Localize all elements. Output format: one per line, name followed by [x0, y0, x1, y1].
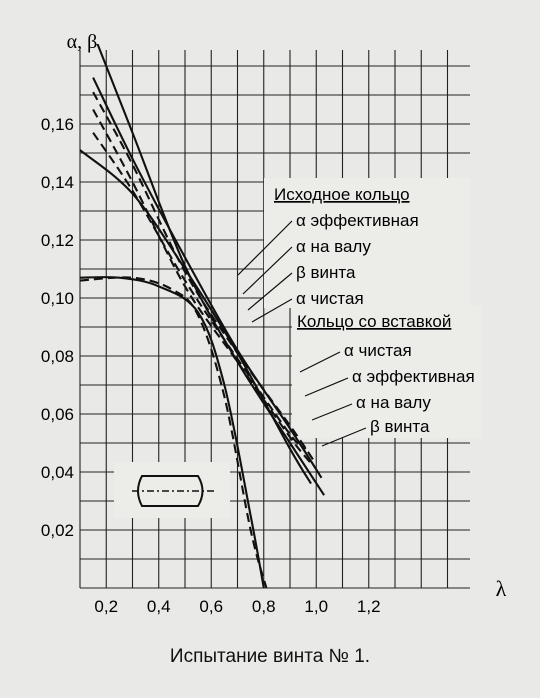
x-tick-label: 1,0 — [304, 597, 329, 616]
x-tick-label: 1,2 — [356, 597, 381, 616]
propeller-ring-icon — [114, 462, 230, 518]
x-tick-label: 0,8 — [251, 597, 276, 616]
figure-caption: Испытание винта № 1. — [169, 646, 371, 667]
group-title-ring-with-insert: Кольцо со вставкой — [297, 312, 452, 331]
x-axis-label: λ — [495, 576, 507, 601]
series-annotation-label: α чистая — [344, 341, 412, 360]
y-tick-label: 0,10 — [40, 289, 74, 308]
y-tick-label: 0,06 — [40, 405, 74, 424]
series-line — [80, 277, 264, 588]
series-annotation-label: β винта — [296, 263, 356, 282]
series-annotation-label: α эффективная — [352, 367, 475, 386]
series-annotation-label: α эффективная — [296, 211, 419, 230]
group-title-original-ring: Исходное кольцо — [274, 185, 410, 204]
y-tick-label: 0,02 — [40, 521, 74, 540]
glyph-background — [114, 462, 230, 518]
y-tick-label: 0,14 — [40, 173, 74, 192]
y-tick-label: 0,04 — [40, 463, 74, 482]
series-line — [80, 277, 266, 588]
y-tick-label: 0,08 — [40, 347, 74, 366]
series-annotation-label: α на валу — [296, 237, 371, 256]
x-tick-label: 0,4 — [146, 597, 171, 616]
series-annotation-label: β винта — [370, 417, 430, 436]
series-annotation-label: α чистая — [296, 289, 364, 308]
y-tick-label: 0,12 — [40, 231, 74, 250]
series-annotation-label: α на валу — [356, 393, 431, 412]
y-axis-label: α, β — [66, 31, 98, 53]
y-tick-label: 0,16 — [40, 115, 74, 134]
x-tick-label: 0,2 — [94, 597, 119, 616]
x-tick-label: 0,6 — [199, 597, 224, 616]
